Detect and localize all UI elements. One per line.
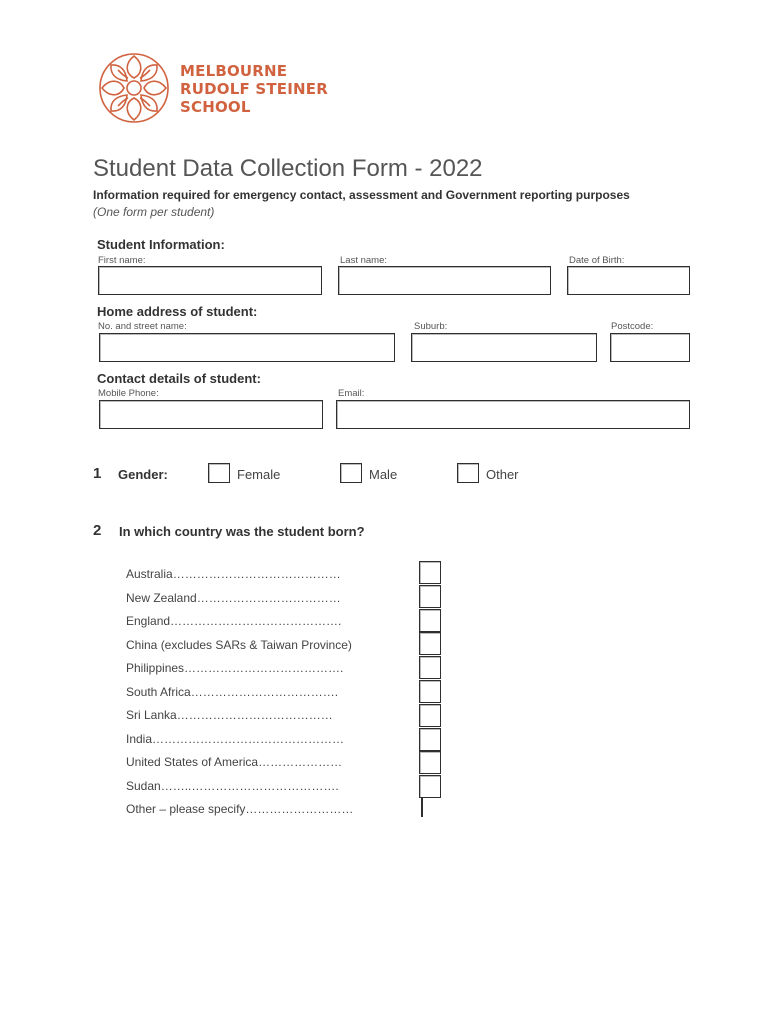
gender-male-label: Male [369,467,398,482]
first-name-field[interactable] [98,266,322,295]
country-option-sudan: Sudan……..………………………………. [126,778,339,793]
country-checkbox-china[interactable] [419,632,441,655]
country-option-other: Other – please specify……………………… [126,802,354,816]
student-info-heading: Student Information: [97,237,225,252]
logo-line-3: SCHOOL [180,98,251,116]
suburb-label: Suburb: [414,321,448,332]
dob-label: Date of Birth: [569,255,625,266]
country-checkbox-australia[interactable] [419,561,441,584]
contact-heading: Contact details of student: [97,371,261,386]
country-option-england: England……………………………………. [126,614,342,628]
country-option-australia: Australia…………………………………… [126,567,341,581]
country-option-south-africa: South Africa………………………………. [126,684,339,699]
logo-line-2: RUDOLF STEINER [180,80,328,98]
suburb-field[interactable] [411,333,597,362]
country-checkbox-usa[interactable] [419,751,441,774]
gender-male-checkbox[interactable] [340,463,362,483]
country-option-philippines: Philippines…………………………………. [126,661,344,675]
checkbox-column-divider [421,797,423,817]
country-checkbox-sudan[interactable] [419,775,441,798]
country-list [126,563,353,822]
country-checkbox-new-zealand[interactable] [419,585,441,608]
country-checkbox-south-africa[interactable] [419,680,441,703]
country-checkbox-england[interactable] [419,609,441,632]
gender-other-checkbox[interactable] [457,463,479,483]
country-checkbox-sri-lanka[interactable] [419,704,441,727]
mobile-label: Mobile Phone: [98,388,159,399]
mobile-phone-field[interactable] [99,400,323,429]
gender-label: Gender: [118,467,168,482]
rose-emblem-icon [96,50,172,126]
logo-line-1: MELBOURNE [180,62,288,80]
country-option-china: China (excludes SARs & Taiwan Province) [126,637,352,652]
dob-field[interactable] [567,266,690,295]
street-field[interactable] [99,333,395,362]
gender-female-label: Female [237,467,281,482]
country-checkbox-column [419,561,441,799]
gender-female-checkbox[interactable] [208,463,230,483]
email-label: Email: [338,388,365,399]
gender-other-label: Other [486,467,519,482]
question-2-number: 2 [93,522,102,539]
postcode-label: Postcode: [611,321,654,332]
country-option-new-zealand: New Zealand……………………………… [126,590,341,605]
country-option-sri-lanka: Sri Lanka………………………………… [126,708,333,722]
postcode-field[interactable] [610,333,690,362]
country-option-india: India………………………………………… [126,731,345,746]
street-label: No. and street name: [98,321,187,332]
country-question-label: In which country was the student born? [119,524,365,539]
country-checkbox-india[interactable] [419,728,441,751]
home-address-heading: Home address of student: [97,304,258,319]
country-checkbox-philippines[interactable] [419,656,441,679]
school-logo-text [180,62,328,116]
country-option-usa: United States of America………………… [126,755,343,769]
last-name-label: Last name: [340,255,387,266]
first-name-label: First name: [98,255,146,266]
last-name-field[interactable] [338,266,551,295]
email-field[interactable] [336,400,690,429]
question-1-number: 1 [93,465,102,482]
form-subtitle: Information required for emergency contact, assessment and Government reporting purposes [93,188,630,202]
page-title: Student Data Collection Form - 2022 [93,155,483,182]
form-note: (One form per student) [93,205,215,219]
